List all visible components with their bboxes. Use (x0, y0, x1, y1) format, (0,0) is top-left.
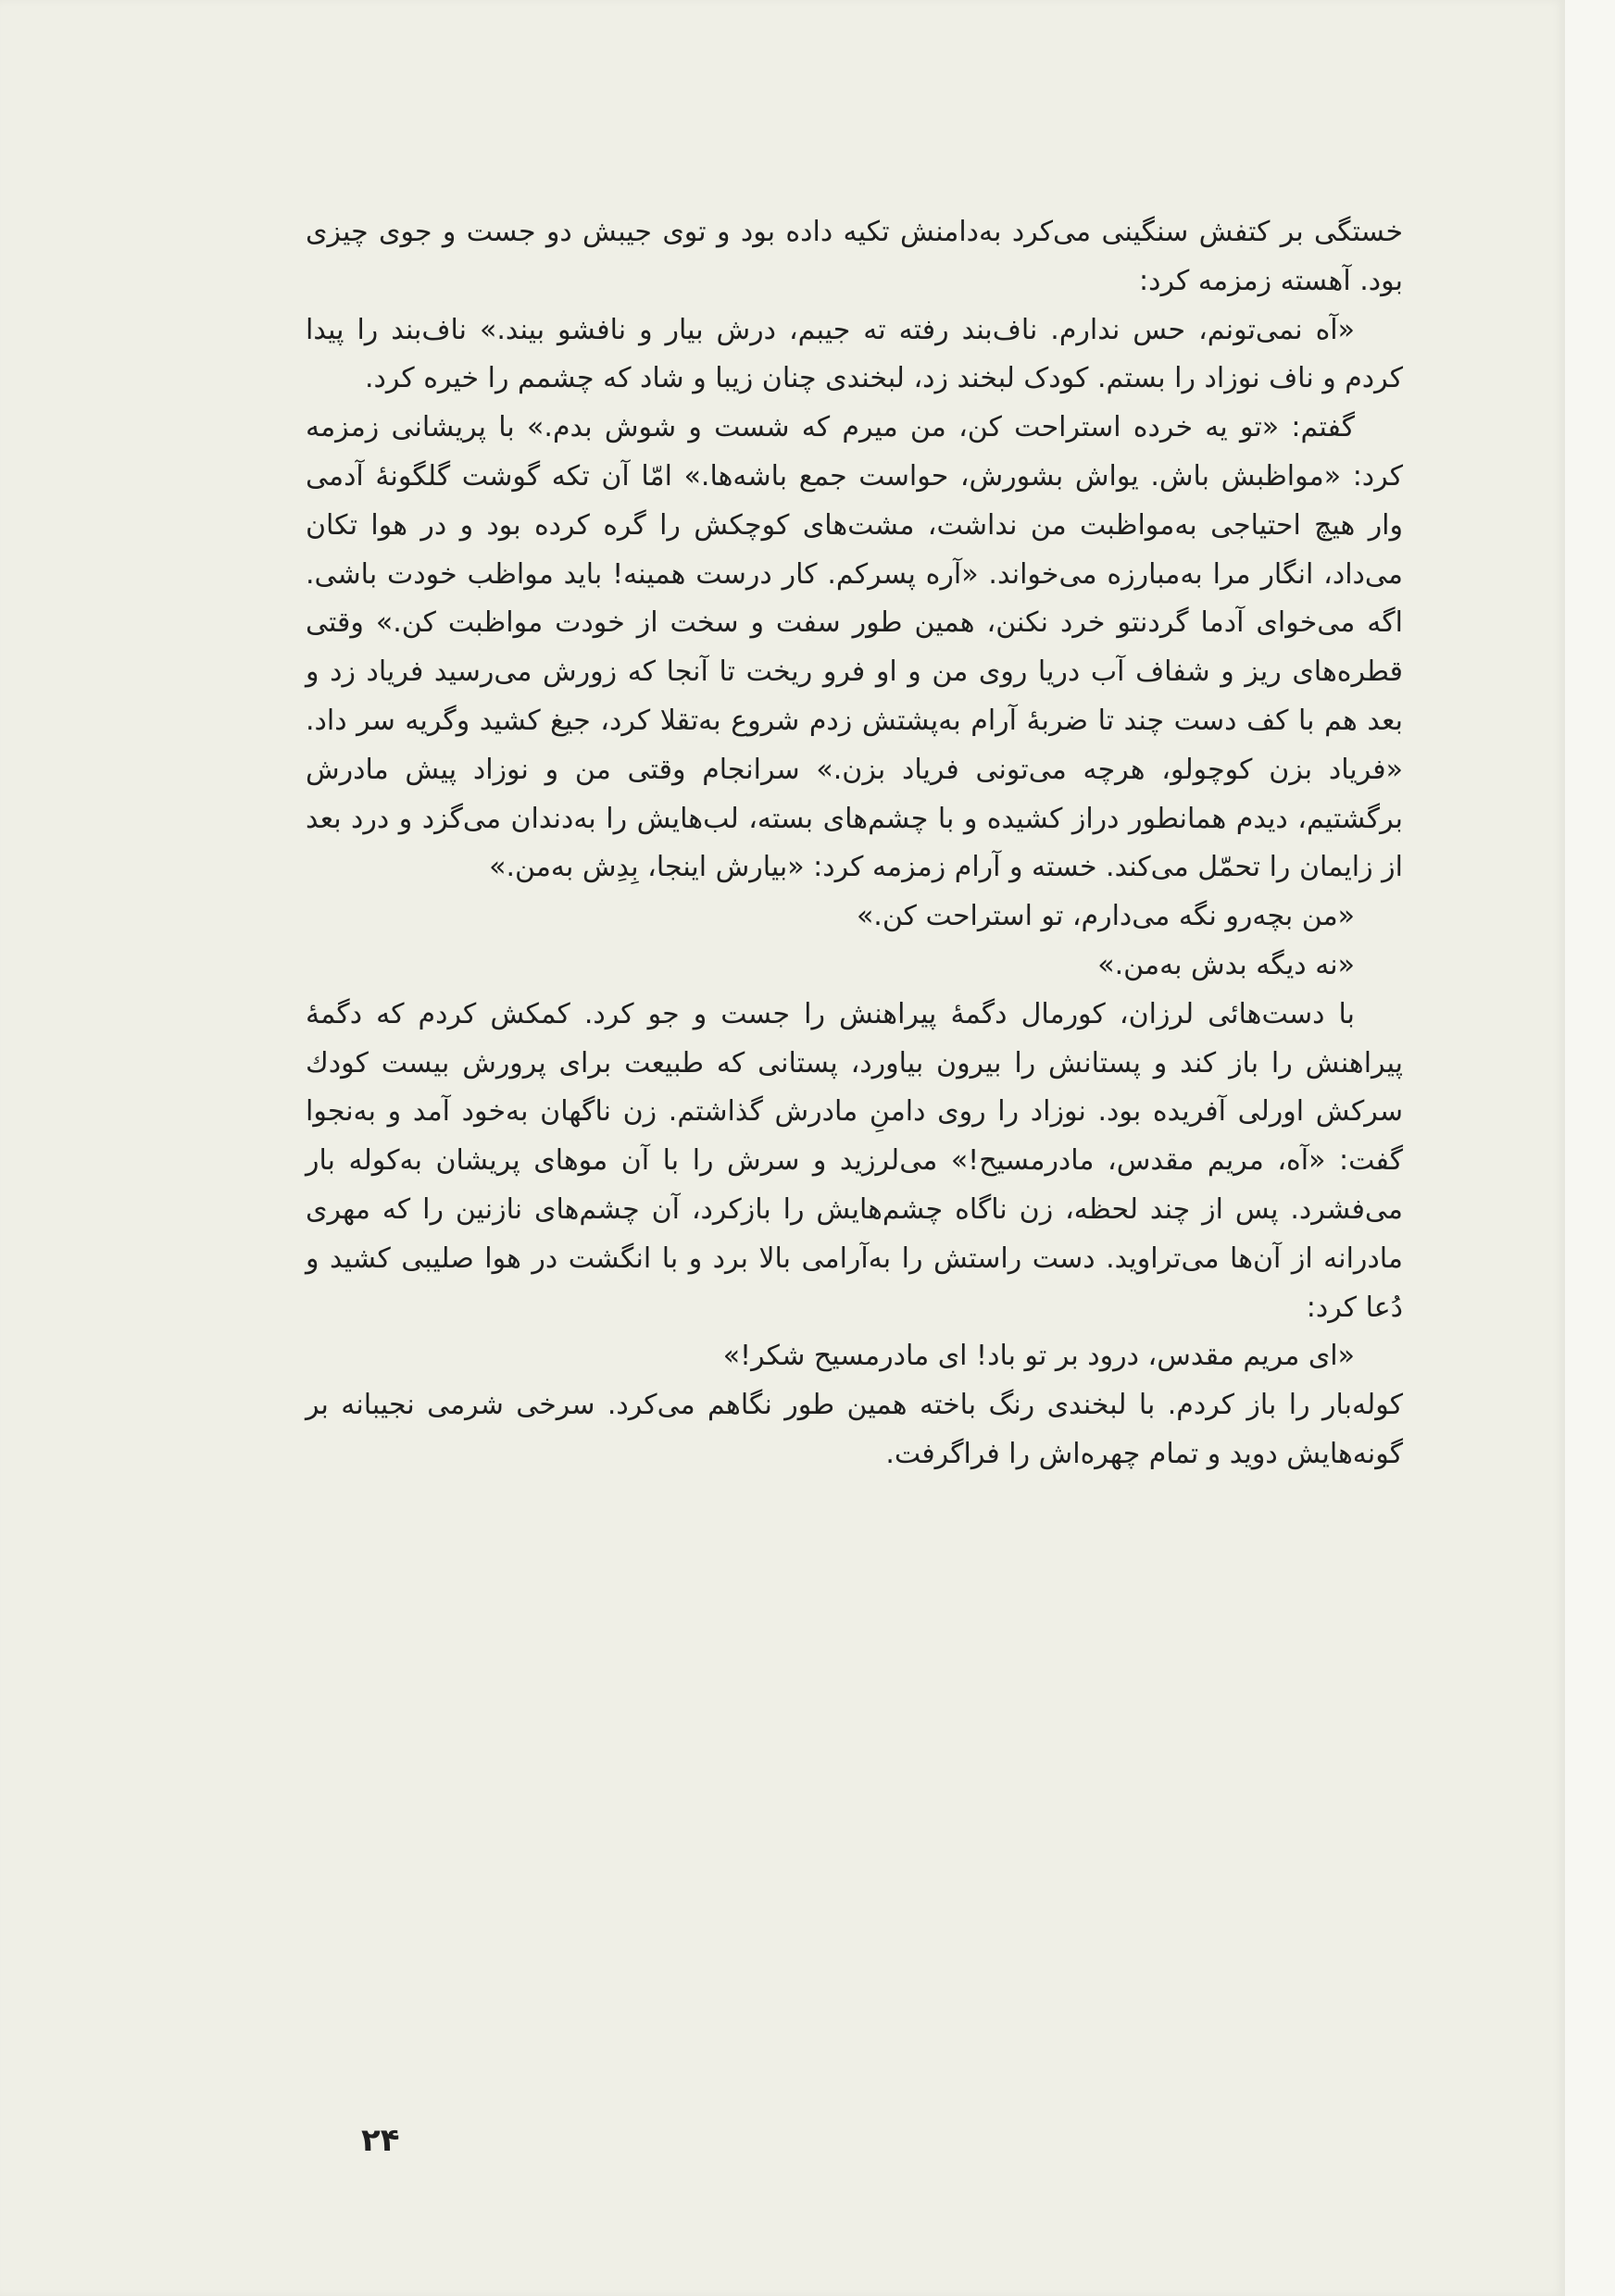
paragraph-3: گفتم: «تو یه خرده استراحت کن، من میرم که شست و شوش بدم.» با پریشانی زمزمه کرد: «مواظبش باش. یواش بشورش، حواست جمع باشه‌ها.» امّا آن تکه گوشت گلگونهٔ آدمی وار هیچ احتیاجی به‌مواظبت من نداشت، مشت‌های کوچکش را گره کرده بود و در هوا تکان می‌داد، انگار مرا به‌مبارزه می‌خواند. «آره پسرکم. کار درست همینه! باید مواظب خودت باشی. اگه می‌خوای آدما گردنتو خرد نکنن، همین طور سفت و سخت از خودت مواظبت کن.» وقتی قطره‌های ریز و شفاف آب دریا روی من و او فرو ریخت تا آنجا که زورش می‌رسید فریاد زد و بعد هم با کف دست چند تا ضربهٔ آرام به‌پشتش زدم شروع به‌تقلا کرد، جیغ کشید وگریه سر داد. «فریاد بزن کوچولو، هرچه می‌تونی فریاد بزن.» سرانجام وقتی من و نوزاد پیش مادرش برگشتیم، دیدم همانطور دراز کشیده و با چشم‌های بسته، لب‌هایش را به‌دندان می‌گزد و درد بعد از زایمان را تحمّل می‌کند. خسته و آرام زمزمه کرد: «بیارش اینجا، بِدِش به‌من.» (306, 411, 1403, 884)
body-text (306, 208, 1403, 1479)
paragraph-2: «آه نمی‌تونم، حس ندارم. ناف‌بند رفته ته جیبم، درش بیار و نافشو بیند.» ناف‌بند را پیدا کردم و ناف نوزاد را بستم. کودک لبخند زد، لبخندی چنان زیبا و شاد که چشمم را خیره کرد. (306, 313, 1403, 395)
paragraph-5: «نه دیگه بدش به‌من.» (1097, 948, 1355, 981)
paragraph-6: با دست‌هائی لرزان، کورمال دگمهٔ پیراهنش را جست و جو کرد. کمکش کردم که دگمهٔ پیراهنش را باز کند و پستانش را بیرون بیاورد، پستانی که طبیعت برای پرورش بیست کودك سرکش اورلی آفریده بود. نوزاد را روی دامنِ مادرش گذاشتم. زن ناگهان به‌خود آمد و به‌نجوا گفت: «آه، مریم مقدس، مادرمسیح!» می‌لرزید و سرش را با آن موهای پریشان به‌کوله بار می‌فشرد. پس از چند لحظه، زن ناگاه چشم‌هایش را بازکرد، آن چشم‌های نازنین را که مهری مادرانه از آن‌ها می‌تراوید. دست راستش را به‌آرامی بالا برد و با انگشت در هوا صلیبی کشید و دُعا کرد: (306, 997, 1403, 1324)
paragraph-4: «من بچه‌رو نگه می‌دارم، تو استراحت کن.» (856, 900, 1355, 933)
page-edge (1565, 0, 1615, 2296)
page-number: ۲۴ (361, 2122, 400, 2159)
paragraph-7: «ای مریم مقدس، درود بر تو باد! ای مادرمسیح شکر!» (722, 1340, 1355, 1373)
paragraph-1: خستگی بر کتفش سنگینی می‌کرد به‌دامنش تکیه داده بود و توی جیبش دو جست و جوی چیزی بود. آهسته زمزمه کرد: (306, 216, 1403, 297)
paragraph-8: کوله‌بار را باز کردم. با لبخندی رنگ باخته همین طور نگاهم می‌کرد. سرخی شرمی نجیبانه بر گونه‌هایش دوید و تمام چهره‌اش را فراگرفت. (306, 1389, 1403, 1470)
